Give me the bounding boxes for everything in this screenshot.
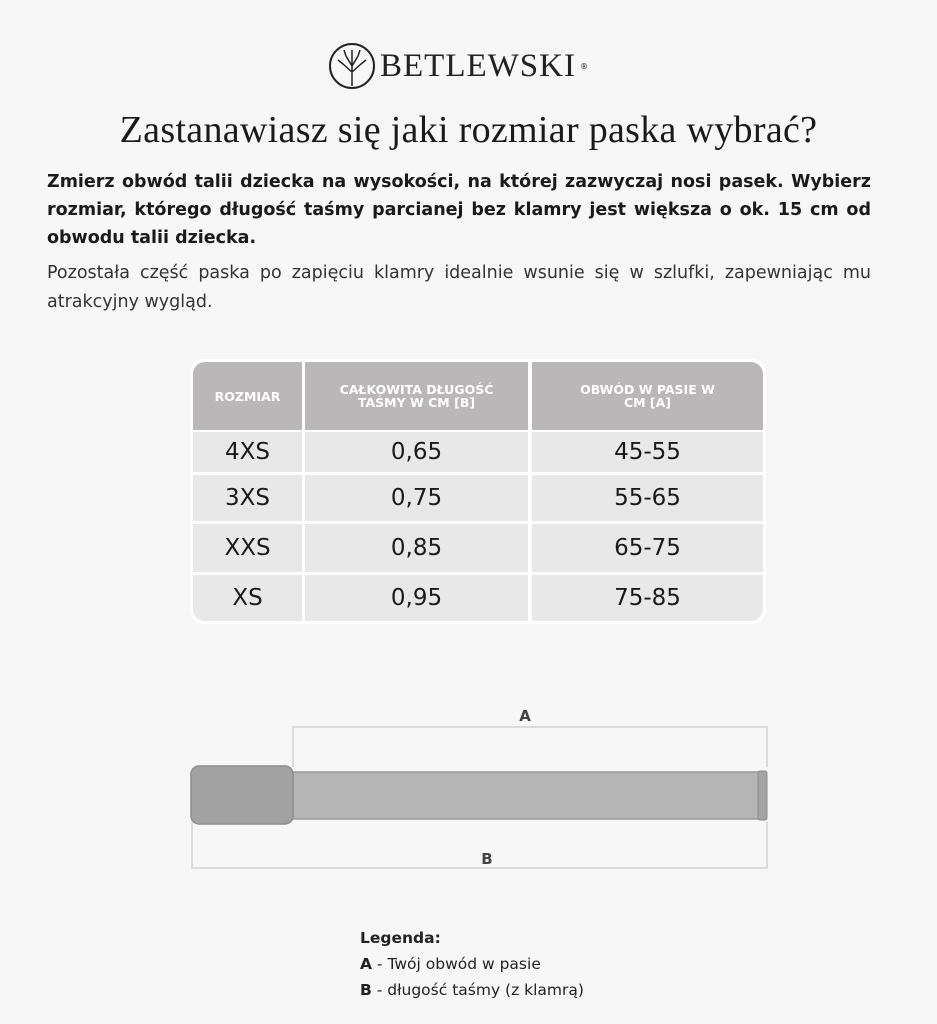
legend-title: Legenda: bbox=[360, 929, 441, 947]
intro-regular: Pozostała część paska po zapięciu klamry idealnie wsunie się w szlufki, zapewniając mu atrakcyjny wygląd. bbox=[47, 263, 871, 312]
cell-length: 0,85 bbox=[305, 524, 528, 572]
header-length: CAŁKOWITA DŁUGOŚĆ TAŚMY W CM [B] bbox=[305, 362, 528, 430]
label-b: B bbox=[481, 850, 493, 868]
registered-mark: ® bbox=[579, 61, 588, 71]
dimension-b-line bbox=[192, 822, 767, 868]
cell-size: 3XS bbox=[193, 475, 302, 521]
cell-waist: 75-85 bbox=[532, 575, 763, 621]
legend-a-text: - Twój obwód w pasie bbox=[372, 955, 541, 973]
cell-length: 0,65 bbox=[305, 432, 528, 472]
cell-size: XXS bbox=[193, 524, 302, 572]
legend bbox=[360, 925, 584, 1003]
brand-name: BETLEWSKI bbox=[380, 47, 576, 84]
header-waist: OBWÓD W PASIE W CM [A] bbox=[532, 362, 763, 430]
cell-waist: 45-55 bbox=[532, 432, 763, 472]
page-title: Zastanawiasz się jaki rozmiar paska wybrać? bbox=[119, 109, 818, 151]
cell-length: 0,75 bbox=[305, 475, 528, 521]
legend-b-text: - długość taśmy (z klamrą) bbox=[371, 981, 584, 999]
dimension-a-line bbox=[293, 727, 767, 767]
cell-size: XS bbox=[193, 575, 302, 621]
cell-size: 4XS bbox=[193, 432, 302, 472]
intro-bold: Zmierz obwód talii dziecka na wysokości, na której zazwyczaj nosi pasek. Wybierz rozmiar, którego długość taśmy parcianej bez klamry jest większa o ok. 15 cm od obwodu talii dziecka. bbox=[47, 172, 871, 248]
label-a: A bbox=[519, 707, 531, 725]
belt-strap bbox=[290, 772, 760, 819]
belt-tip bbox=[758, 771, 767, 820]
cell-waist: 55-65 bbox=[532, 475, 763, 521]
belt-buckle bbox=[191, 766, 293, 824]
header-size: ROZMIAR bbox=[193, 362, 302, 430]
cell-waist: 65-75 bbox=[532, 524, 763, 572]
cell-length: 0,95 bbox=[305, 575, 528, 621]
legend-a-key: A bbox=[360, 955, 372, 973]
legend-b-key: B bbox=[360, 981, 372, 999]
